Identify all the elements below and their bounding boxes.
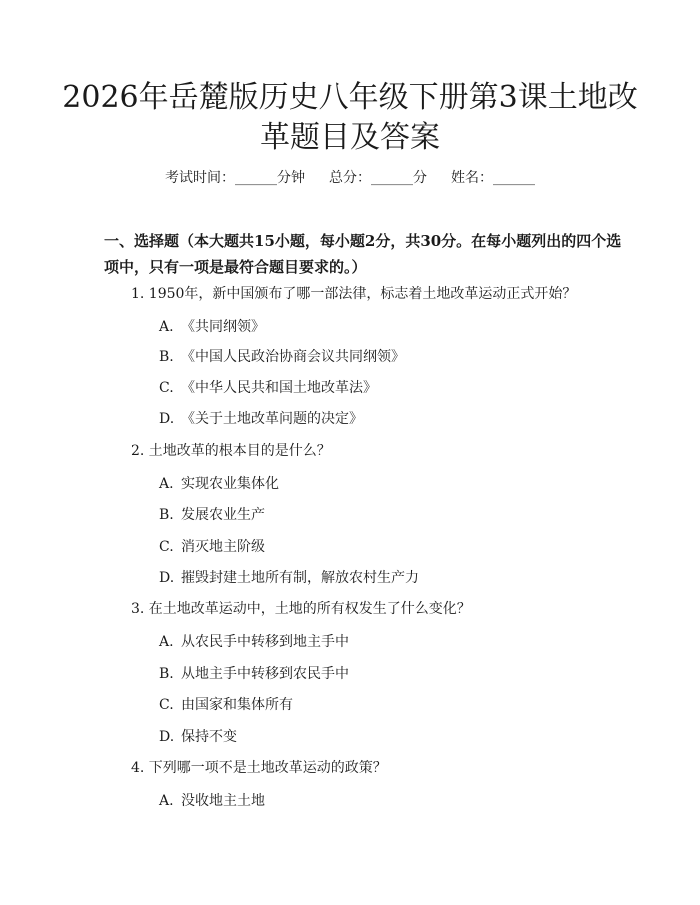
exam-name: 姓名：______ (451, 170, 535, 186)
option-letter: C. (159, 697, 174, 713)
question-option (159, 378, 377, 398)
exam-total-score: 总分：______分 (329, 170, 427, 186)
option-text: 保持不变 (181, 729, 237, 745)
option-letter: C. (159, 539, 174, 555)
option-text: 《中华人民共和国土地改革法》 (181, 380, 377, 396)
option-letter: D. (159, 570, 175, 586)
question-option (159, 695, 293, 715)
option-text: 《共同纲领》 (181, 319, 265, 335)
question-option (159, 568, 419, 588)
option-letter: B. (159, 507, 174, 523)
option-letter: C. (159, 380, 174, 396)
option-letter: A. (159, 634, 174, 650)
question-option (159, 632, 349, 652)
question-stem: 2. 土地改革的根本目的是什么？ (131, 443, 331, 459)
exam-meta (0, 168, 700, 188)
option-letter: B. (159, 349, 174, 365)
question-option (159, 317, 265, 337)
question-option (159, 505, 265, 525)
question-option (159, 409, 363, 429)
question-stem: 1. 1950年，新中国颁布了哪一部法律，标志着土地改革运动正式开始？ (131, 286, 577, 302)
option-text: 消灭地主阶级 (181, 539, 265, 555)
option-text: 由国家和集体所有 (181, 697, 293, 713)
option-text: 《关于土地改革问题的决定》 (181, 411, 363, 427)
option-text: 从农民手中转移到地主手中 (181, 634, 349, 650)
option-text: 实现农业集体化 (181, 476, 279, 492)
question-option (159, 664, 349, 684)
question-option (159, 347, 405, 367)
option-text: 《中国人民政治协商会议共同纲领》 (181, 349, 405, 365)
option-letter: D. (159, 729, 175, 745)
document-title: 2026年岳麓版历史八年级下册第3课土地改革题目及答案 (62, 80, 638, 155)
option-letter: D. (159, 411, 175, 427)
option-text: 没收地主土地 (181, 793, 265, 809)
question-option (159, 537, 265, 557)
question-option (159, 474, 279, 494)
question-stem: 4. 下列哪一项不是土地改革运动的政策？ (131, 760, 387, 776)
question-option (159, 791, 265, 811)
exam-time: 考试时间：______分钟 (165, 170, 305, 186)
question-stem: 3. 在土地改革运动中，土地的所有权发生了什么变化？ (131, 601, 471, 617)
question-option (159, 727, 237, 747)
option-letter: A. (159, 319, 174, 335)
option-text: 发展农业生产 (181, 507, 265, 523)
option-letter: A. (159, 476, 174, 492)
section-heading: 一、选择题（本大题共15小题，每小题2分，共30分。在每小题列出的四个选项中，只有一项是最符合题目要求的。） (104, 232, 622, 276)
option-text: 摧毁封建土地所有制，解放农村生产力 (181, 570, 419, 586)
option-letter: A. (159, 793, 174, 809)
option-letter: B. (159, 666, 174, 682)
option-text: 从地主手中转移到农民手中 (181, 666, 349, 682)
